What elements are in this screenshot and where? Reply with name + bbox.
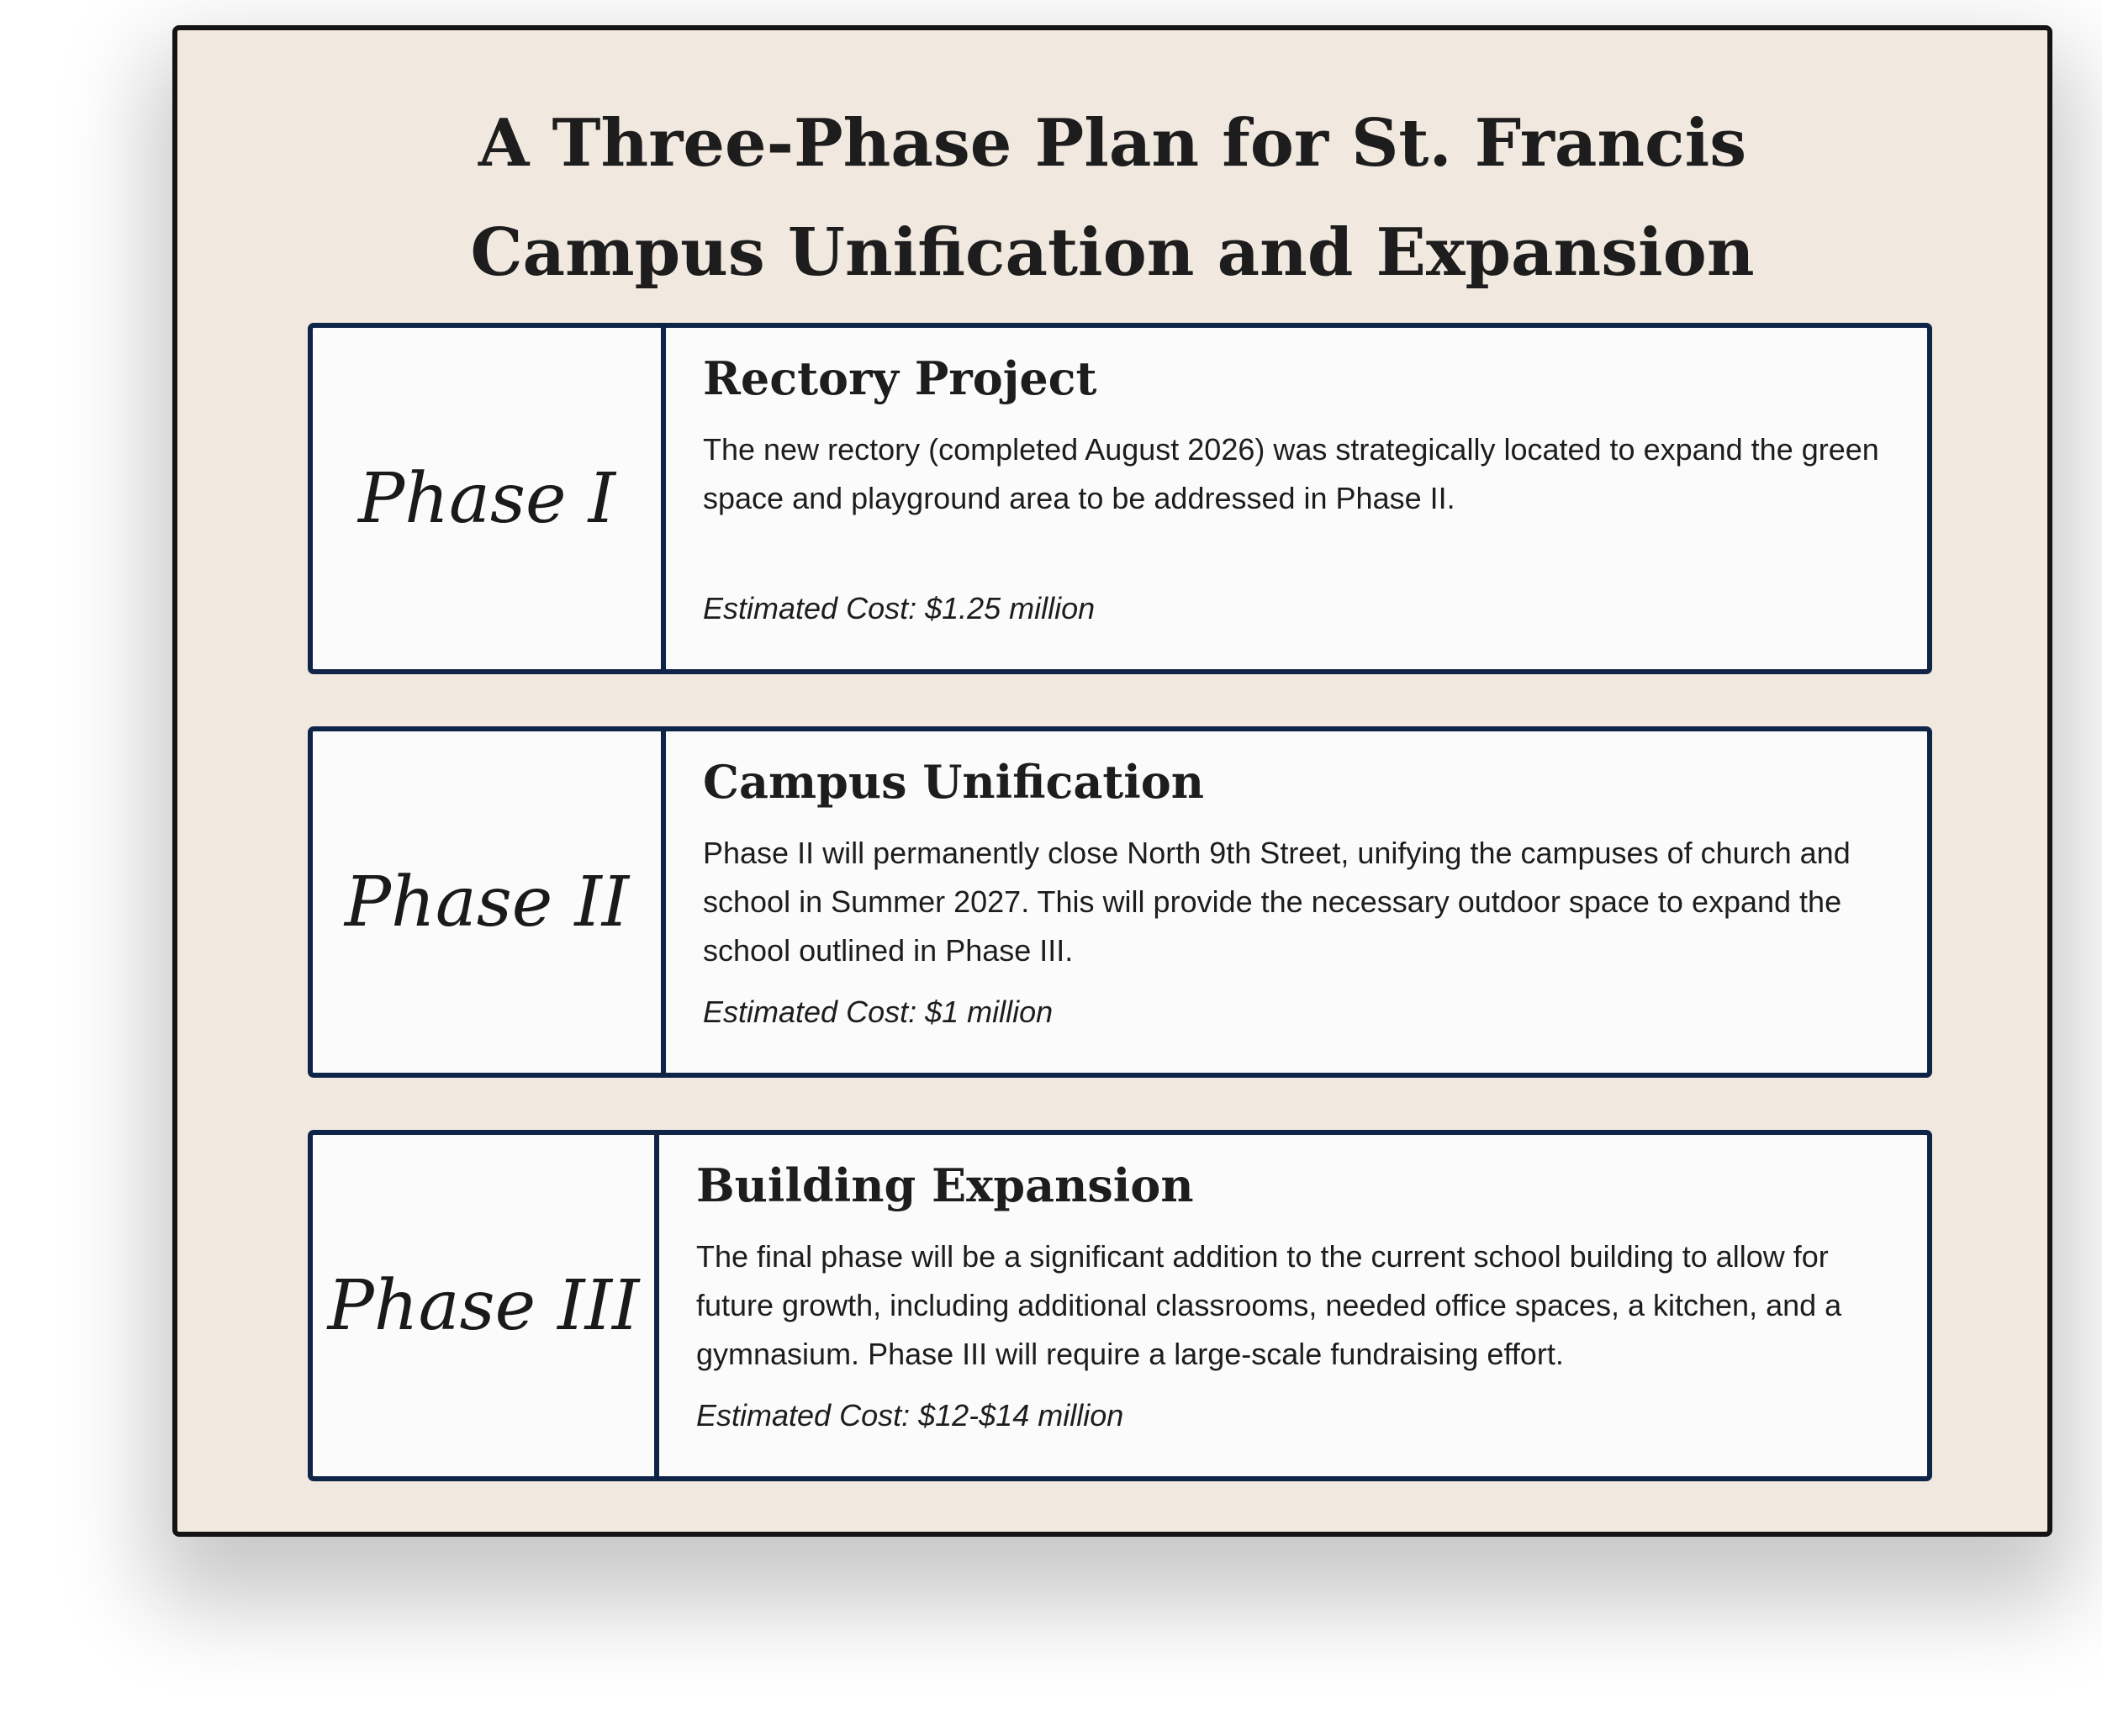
phase-2-cost: Estimated Cost: $1 million [703, 995, 1054, 1029]
phase-3-label: Phase III [313, 1135, 659, 1476]
phase-1-label: Phase I [313, 328, 666, 669]
phase-3-description: The final phase will be a significant addition to the current school building to allow for future growth, including additional classrooms, needed office spaces, a kitchen, and a gymnasium. Phase III will require a large-scale fundraising effort. [696, 1239, 1842, 1371]
phase-3-heading: Building Expansion [696, 1158, 1194, 1212]
title-line-2: Campus Unification and Expansion [470, 214, 1755, 291]
plan-card [172, 25, 2052, 1537]
phase-3-cost: Estimated Cost: $12-$14 million [696, 1398, 1124, 1433]
phase-1-description: The new rectory (completed August 2026) was strategically located to expand the green space and playground area to be addressed in Phase II. [703, 432, 1879, 515]
phase-1-cost: Estimated Cost: $1.25 million [703, 591, 1096, 625]
phase-2-panel [308, 726, 1932, 1078]
phase-2-body [666, 731, 1927, 1073]
page-title [177, 89, 2047, 308]
phase-1-heading: Rectory Project [703, 351, 1097, 405]
phase-1-panel [308, 323, 1932, 674]
phase-2-description: Phase II will permanently close North 9th Street, unifying the campuses of church and school in Summer 2027. This will provide the necessary outdoor space to expand the school outlined in Phase III. [703, 836, 1851, 968]
phase-2-label: Phase II [313, 731, 666, 1073]
phase-3-panel [308, 1130, 1932, 1481]
title-line-1: A Three-Phase Plan for St. Francis [478, 105, 1747, 182]
phase-3-body [659, 1135, 1927, 1476]
phase-2-heading: Campus Unification [703, 755, 1205, 809]
phase-1-body [666, 328, 1927, 669]
